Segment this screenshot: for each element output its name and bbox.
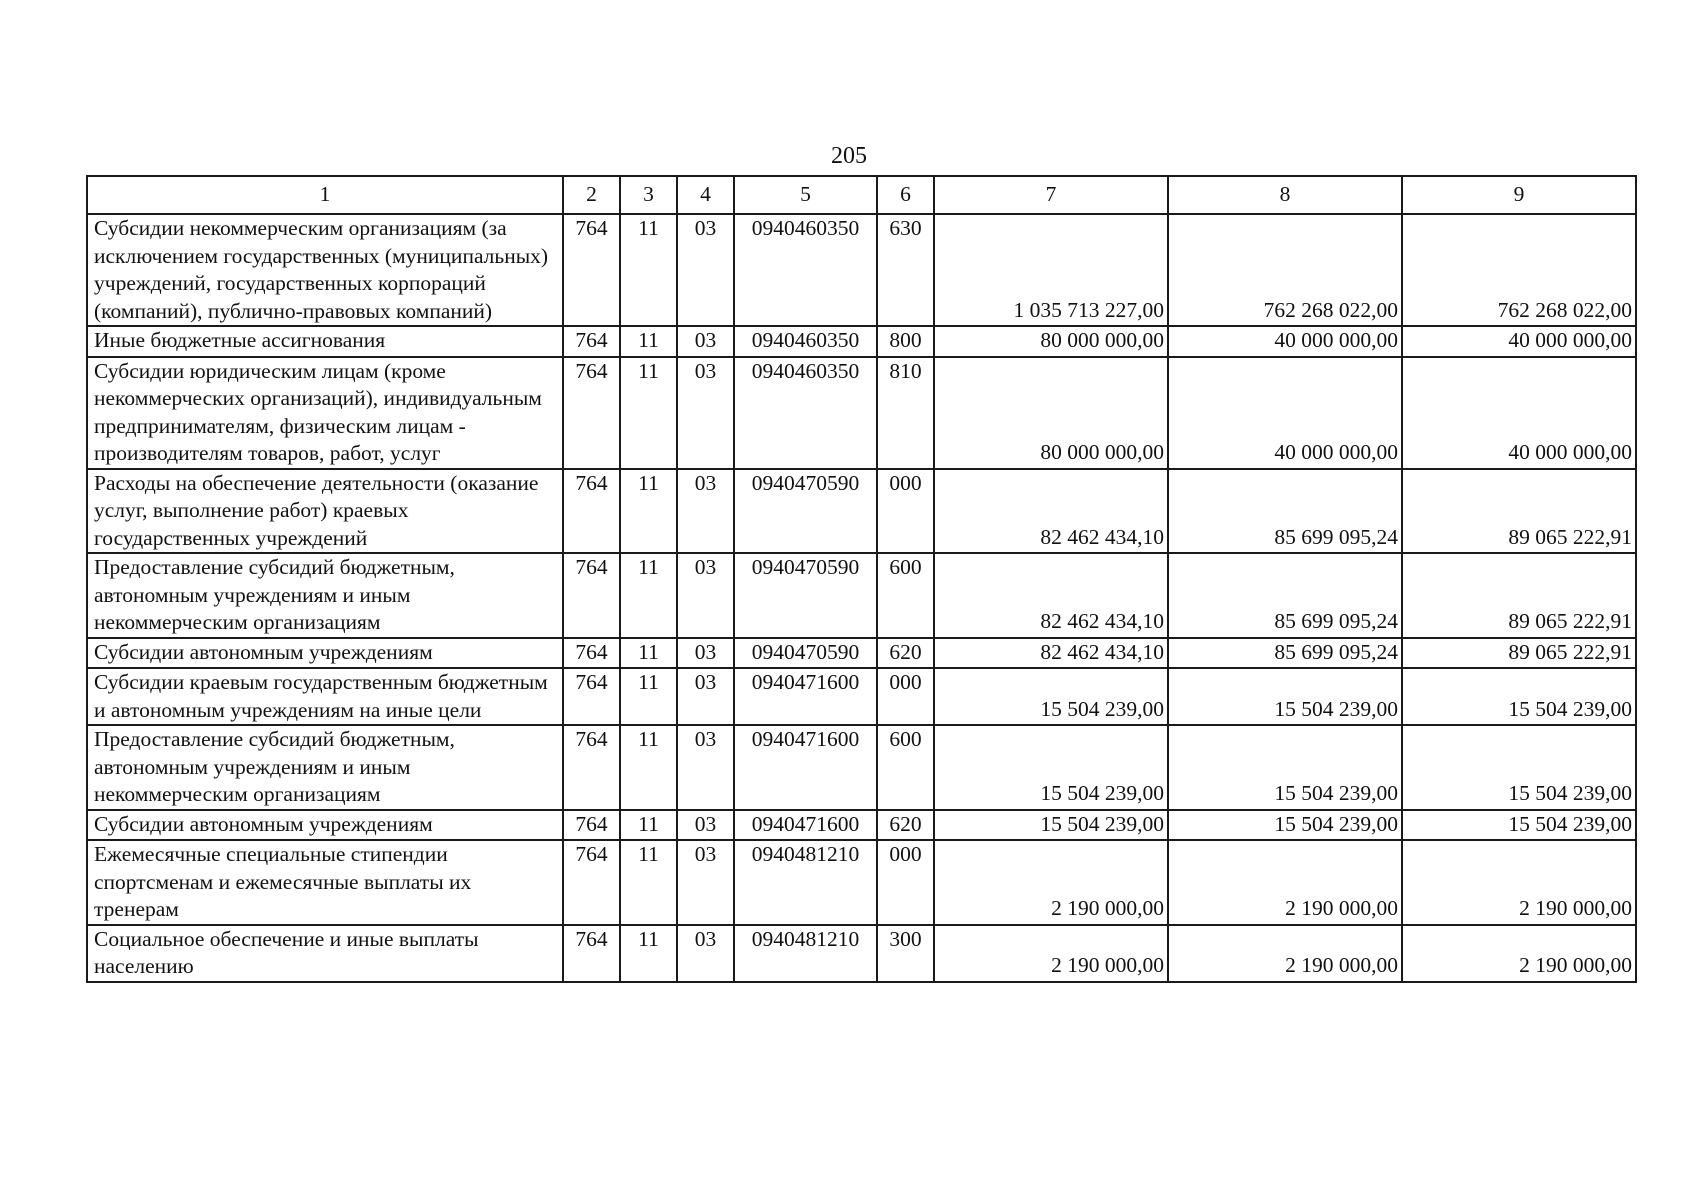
- code-column-6: 630: [877, 214, 934, 326]
- code-column-3: 11: [620, 326, 677, 357]
- code-column-2: 764: [563, 668, 620, 725]
- code-column-2: 764: [563, 840, 620, 925]
- amount-column-7: 80 000 000,00: [934, 357, 1168, 469]
- code-column-3: 11: [620, 810, 677, 841]
- amount-column-8: 2 190 000,00: [1168, 840, 1402, 925]
- amount-column-7: 15 504 239,00: [934, 668, 1168, 725]
- code-column-4: 03: [677, 840, 734, 925]
- page-number: 205: [831, 143, 867, 169]
- code-column-2: 764: [563, 725, 620, 810]
- table-row: [87, 810, 1636, 841]
- row-name: Субсидии автономным учреждениям: [87, 810, 563, 841]
- code-column-4: 03: [677, 925, 734, 982]
- amount-column-9: 762 268 022,00: [1402, 214, 1636, 326]
- header-row: [87, 176, 1636, 214]
- table-row: [87, 553, 1636, 638]
- code-column-5: 0940460350: [734, 326, 877, 357]
- code-column-5: 0940471600: [734, 668, 877, 725]
- amount-column-9: 40 000 000,00: [1402, 326, 1636, 357]
- code-column-4: 03: [677, 725, 734, 810]
- code-column-5: 0940470590: [734, 469, 877, 554]
- row-name: Субсидии юридическим лицам (кроме некоммерческих организаций), индивидуальным предпринимателям, физическим лицам - производителям товаров, работ, услуг: [87, 357, 563, 469]
- code-column-2: 764: [563, 638, 620, 669]
- code-column-5: 0940460350: [734, 357, 877, 469]
- code-column-6: 800: [877, 326, 934, 357]
- code-column-2: 764: [563, 553, 620, 638]
- code-column-5: 0940481210: [734, 925, 877, 982]
- amount-column-8: 15 504 239,00: [1168, 668, 1402, 725]
- code-column-4: 03: [677, 553, 734, 638]
- table-row: [87, 668, 1636, 725]
- amount-column-9: 15 504 239,00: [1402, 668, 1636, 725]
- amount-column-7: 15 504 239,00: [934, 810, 1168, 841]
- amount-column-9: 15 504 239,00: [1402, 725, 1636, 810]
- amount-column-7: 80 000 000,00: [934, 326, 1168, 357]
- table-row: [87, 638, 1636, 669]
- amount-column-8: 85 699 095,24: [1168, 469, 1402, 554]
- amount-column-8: 40 000 000,00: [1168, 357, 1402, 469]
- code-column-5: 0940471600: [734, 810, 877, 841]
- amount-column-8: 85 699 095,24: [1168, 553, 1402, 638]
- table-row: [87, 925, 1636, 982]
- amount-column-9: 89 065 222,91: [1402, 469, 1636, 554]
- column-header-8: 8: [1168, 176, 1402, 214]
- row-name: Субсидии автономным учреждениям: [87, 638, 563, 669]
- column-header-4: 4: [677, 176, 734, 214]
- code-column-3: 11: [620, 725, 677, 810]
- code-column-4: 03: [677, 638, 734, 669]
- code-column-3: 11: [620, 638, 677, 669]
- table-header: [87, 176, 1636, 214]
- amount-column-8: 40 000 000,00: [1168, 326, 1402, 357]
- code-column-3: 11: [620, 357, 677, 469]
- code-column-6: 000: [877, 668, 934, 725]
- column-header-6: 6: [877, 176, 934, 214]
- code-column-6: 000: [877, 840, 934, 925]
- budget-table: [86, 175, 1637, 983]
- code-column-3: 11: [620, 668, 677, 725]
- amount-column-9: 89 065 222,91: [1402, 638, 1636, 669]
- amount-column-7: 82 462 434,10: [934, 469, 1168, 554]
- amount-column-9: 40 000 000,00: [1402, 357, 1636, 469]
- code-column-2: 764: [563, 925, 620, 982]
- amount-column-9: 89 065 222,91: [1402, 553, 1636, 638]
- row-name: Субсидии некоммерческим организациям (за исключением государственных (муниципальных) учреждений, государственных корпораций (компаний), публично-правовых компаний): [87, 214, 563, 326]
- amount-column-7: 15 504 239,00: [934, 725, 1168, 810]
- code-column-5: 0940460350: [734, 214, 877, 326]
- table-row: [87, 326, 1636, 357]
- amount-column-8: 762 268 022,00: [1168, 214, 1402, 326]
- column-header-5: 5: [734, 176, 877, 214]
- code-column-2: 764: [563, 357, 620, 469]
- amount-column-9: 2 190 000,00: [1402, 925, 1636, 982]
- column-header-1: 1: [87, 176, 563, 214]
- code-column-6: 600: [877, 553, 934, 638]
- amount-column-8: 2 190 000,00: [1168, 925, 1402, 982]
- code-column-3: 11: [620, 925, 677, 982]
- row-name: Субсидии краевым государственным бюджетным и автономным учреждениям на иные цели: [87, 668, 563, 725]
- code-column-3: 11: [620, 553, 677, 638]
- amount-column-7: 1 035 713 227,00: [934, 214, 1168, 326]
- amount-column-7: 82 462 434,10: [934, 638, 1168, 669]
- code-column-6: 620: [877, 810, 934, 841]
- code-column-2: 764: [563, 214, 620, 326]
- amount-column-7: 2 190 000,00: [934, 840, 1168, 925]
- code-column-5: 0940470590: [734, 638, 877, 669]
- code-column-3: 11: [620, 469, 677, 554]
- table-row: [87, 469, 1636, 554]
- code-column-3: 11: [620, 840, 677, 925]
- code-column-6: 300: [877, 925, 934, 982]
- amount-column-8: 85 699 095,24: [1168, 638, 1402, 669]
- amount-column-9: 2 190 000,00: [1402, 840, 1636, 925]
- code-column-3: 11: [620, 214, 677, 326]
- code-column-6: 620: [877, 638, 934, 669]
- row-name: Предоставление субсидий бюджетным, автономным учреждениям и иным некоммерческим организациям: [87, 553, 563, 638]
- row-name: Предоставление субсидий бюджетным, автономным учреждениям и иным некоммерческим организациям: [87, 725, 563, 810]
- table-body: [87, 214, 1636, 982]
- code-column-5: 0940470590: [734, 553, 877, 638]
- code-column-6: 810: [877, 357, 934, 469]
- code-column-4: 03: [677, 214, 734, 326]
- row-name: Ежемесячные специальные стипендии спортсменам и ежемесячные выплаты их тренерам: [87, 840, 563, 925]
- table-row: [87, 725, 1636, 810]
- column-header-7: 7: [934, 176, 1168, 214]
- row-name: Иные бюджетные ассигнования: [87, 326, 563, 357]
- table-row: [87, 214, 1636, 326]
- code-column-4: 03: [677, 357, 734, 469]
- code-column-4: 03: [677, 326, 734, 357]
- row-name: Социальное обеспечение и иные выплаты населению: [87, 925, 563, 982]
- code-column-6: 000: [877, 469, 934, 554]
- amount-column-7: 2 190 000,00: [934, 925, 1168, 982]
- table-row: [87, 840, 1636, 925]
- amount-column-8: 15 504 239,00: [1168, 725, 1402, 810]
- code-column-5: 0940471600: [734, 725, 877, 810]
- column-header-2: 2: [563, 176, 620, 214]
- row-name: Расходы на обеспечение деятельности (оказание услуг, выполнение работ) краевых государственных учреждений: [87, 469, 563, 554]
- code-column-6: 600: [877, 725, 934, 810]
- code-column-2: 764: [563, 810, 620, 841]
- code-column-4: 03: [677, 810, 734, 841]
- code-column-2: 764: [563, 326, 620, 357]
- code-column-2: 764: [563, 469, 620, 554]
- code-column-5: 0940481210: [734, 840, 877, 925]
- column-header-3: 3: [620, 176, 677, 214]
- amount-column-7: 82 462 434,10: [934, 553, 1168, 638]
- code-column-4: 03: [677, 668, 734, 725]
- code-column-4: 03: [677, 469, 734, 554]
- amount-column-9: 15 504 239,00: [1402, 810, 1636, 841]
- table-row: [87, 357, 1636, 469]
- column-header-9: 9: [1402, 176, 1636, 214]
- amount-column-8: 15 504 239,00: [1168, 810, 1402, 841]
